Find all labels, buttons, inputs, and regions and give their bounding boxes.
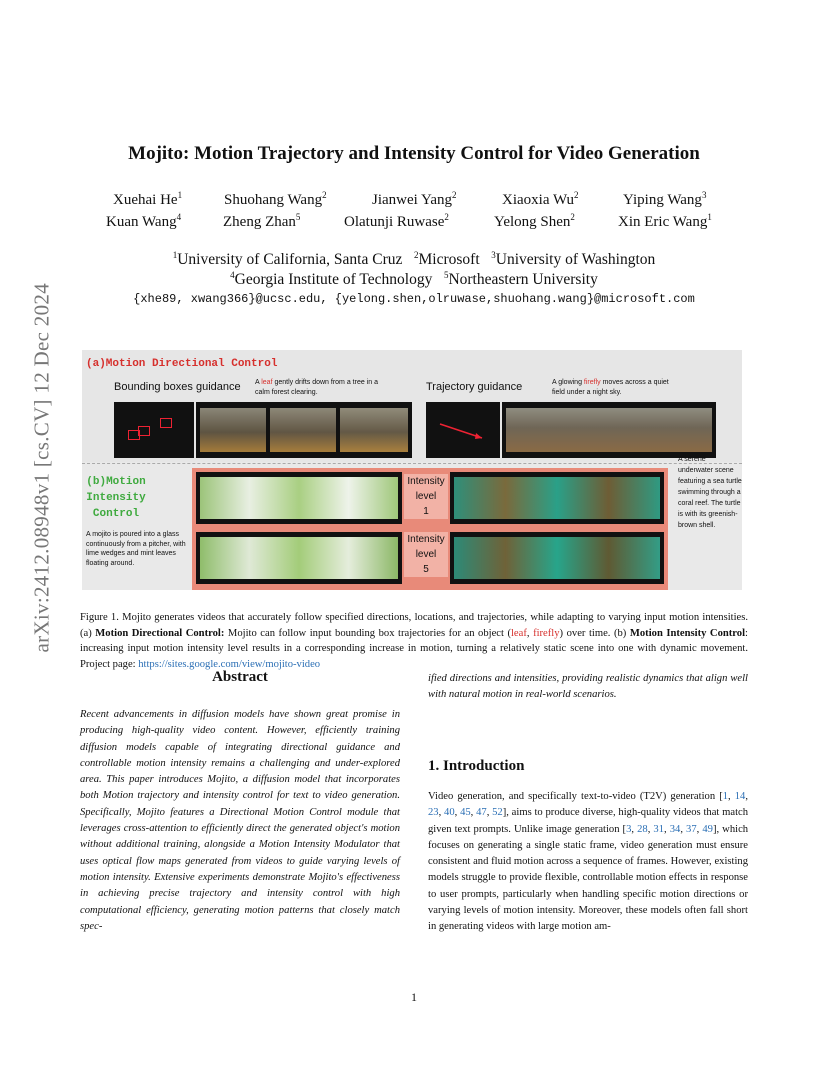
video-frame: [454, 537, 660, 579]
turtle-strip-level-5: [450, 532, 664, 584]
video-frame: [200, 537, 398, 579]
trajectory-guidance-label: Trajectory guidance: [426, 381, 523, 393]
turtle-prompt: A serene underwater scene featuring a sea turtle swimming through a coral reef. The turtle is with its greenish-brown shell.: [678, 456, 742, 529]
bounding-box: [160, 418, 172, 428]
author: Xin Eric Wang$^1$: [618, 212, 712, 230]
panel-a-title: (a)Motion Directional Control: [86, 358, 278, 370]
intensity-level-1-label: Intensity level 1: [404, 474, 448, 519]
mojito-strip-level-1: [196, 472, 402, 524]
affiliations-row-1: $^1$University of California, Santa Cruz $^2$Microsoft $^3$University of Washington: [172, 250, 656, 269]
panel-divider: [82, 463, 742, 464]
abstract-continuation: ified directions and intensities, providing realistic dynamics that align well with natural motion in real-world scenarios.: [428, 673, 748, 701]
introduction-heading: 1. Introduction: [428, 758, 525, 774]
author: Xuehai He$^1$: [113, 190, 183, 208]
bounding-box: [138, 426, 150, 436]
panel-b-title: (b)Motion Intensity Control: [86, 476, 146, 520]
author: Kuan Wang$^4$: [106, 212, 182, 230]
trajectory-prompt: A glowing firefly moves across a quiet field under a night sky.: [552, 379, 669, 396]
trajectory-arrow-icon: [426, 402, 500, 458]
figure-1: [82, 350, 742, 590]
author: Xiaoxia Wu$^2$: [502, 190, 579, 208]
mojito-strip-level-5: [196, 532, 402, 584]
video-frame: [506, 408, 712, 452]
arxiv-identifier: arXiv:2412.08948v1 [cs.CV] 12 Dec 2024: [29, 282, 54, 653]
author: Yelong Shen$^2$: [494, 212, 575, 230]
abstract-text: Recent advancements in diffusion models have shown great promise in producing high-quality video content. However, efficiently training diffusion models capable of integrating directional guidance and controllable motion intensity remains a challenging and under-explored area. This paper introduces Mojito, a diffusion model that incorporates both Motion trajectory and intensity control for text to video generation. Specifically, Mojito features a Directional Motion Control module that leverages cross-attention to efficiently direct the generated object's motion without additional training, alongside a Motion Intensity Modulator that uses optical flow maps generated from videos to guide varying levels of motion intensity. Extensive experiments demonstrate Mojito's effectiveness in achieving precise trajectory and intensity control with high computational efficiency, generating motion patterns that closely match spec-: [80, 709, 400, 932]
video-frame: [454, 477, 660, 519]
author: Olatunji Ruwase$^2$: [344, 212, 449, 230]
introduction-text: Video generation, and specifically text-to-video (T2V) generation [1, 14, 23, 40, 45, 47, 52], aims to produce diverse, high-quality videos that match given text prompts. Unlike image generation [3, 28, 31, 34, 37, 49], which focuses on generating a single static frame, video generation must ensure consistent and fluid motion across a sequence of frames. However, existing models struggle to provide flexible, controllable motion effects in response to user prompts, particularly when handling specific motion directions or varying levels of motion intensity. Moreover, these models often fall short in generating videos with large motion am-: [428, 791, 749, 933]
trajectory-guidance-frame: [426, 402, 500, 458]
abstract-heading: Abstract: [212, 669, 268, 685]
leaf-video-strip: [196, 402, 412, 458]
paper-title: Mojito: Motion Trajectory and Intensity Control for Video Generation: [128, 143, 700, 164]
video-frame: [200, 408, 266, 452]
intensity-level-5-label: Intensity level 5: [404, 532, 448, 577]
video-frame: [340, 408, 408, 452]
bbox-guidance-label: Bounding boxes guidance: [114, 381, 241, 393]
firefly-video-strip: [502, 402, 716, 458]
figure-1-caption: Figure 1. Mojito generates videos that accurately follow specified directions, locations, and trajectories, while adapting to varying input motion intensities. (a) Motion Directional Control: Mojito can follow input bounding box trajectories for an object (leaf, firefly) over time. (b) Motion Intensity Control: increasing input motion intensity level results in a corresponding increase in motion, turning a relatively static scene into one with dynamic movement. Project page: https://sites.google.com/view/mojito-video: [80, 612, 748, 670]
video-frame: [270, 408, 336, 452]
author: Jianwei Yang$^2$: [372, 190, 457, 208]
author: Zheng Zhan$^5$: [223, 212, 301, 230]
bbox-prompt: A leaf gently drifts down from a tree in a calm forest clearing.: [255, 379, 378, 396]
page-number: 1: [411, 990, 417, 1004]
bbox-guidance-frame: [114, 402, 194, 458]
author-emails: {xhe89, xwang366}@ucsc.edu, {yelong.shen,olruwase,shuohang.wang}@microsoft.com: [133, 292, 695, 306]
turtle-strip-level-1: [450, 472, 664, 524]
affiliations-row-2: $^4$Georgia Institute of Technology $^5$Northeastern University: [230, 270, 598, 289]
video-frame: [200, 477, 398, 519]
project-page-link[interactable]: https://sites.google.com/view/mojito-video: [138, 658, 321, 670]
author: Shuohang Wang$^2$: [224, 190, 327, 208]
author: Yiping Wang$^3$: [623, 190, 707, 208]
mojito-prompt: A mojito is poured into a glass continuously from a pitcher, with lime wedges and mint leaves floating around.: [86, 531, 186, 567]
